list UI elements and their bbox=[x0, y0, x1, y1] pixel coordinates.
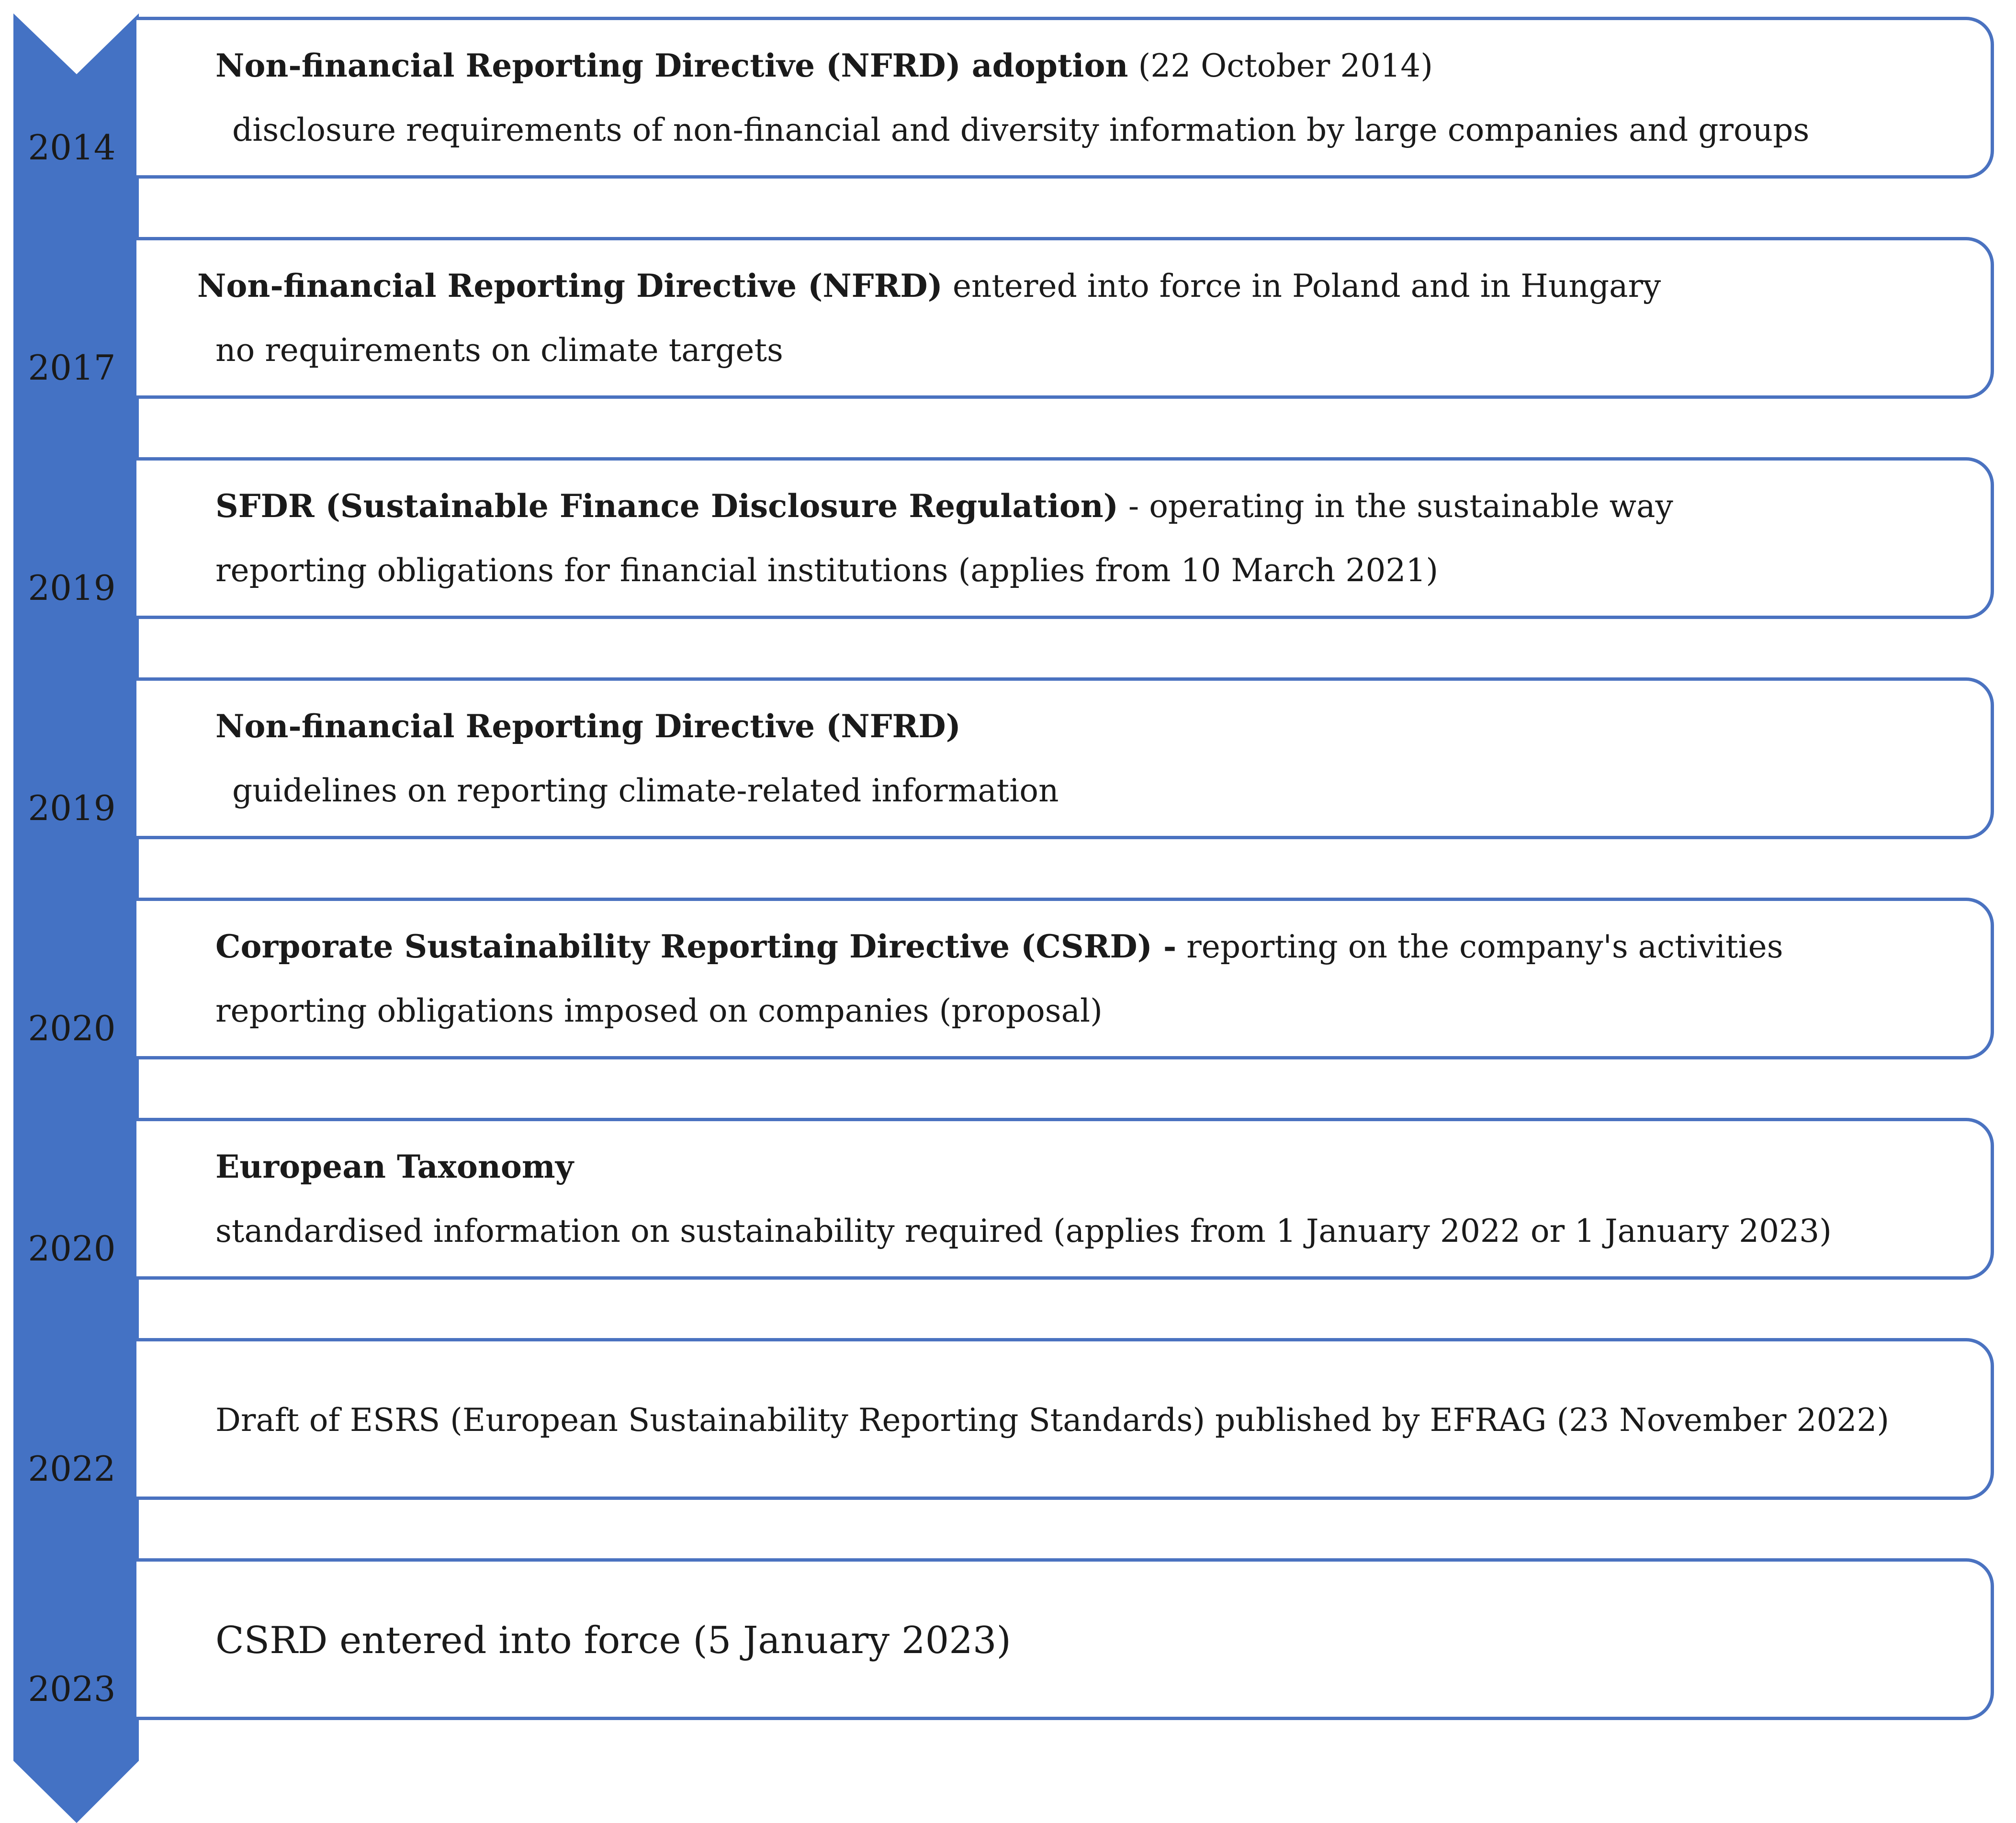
box-title-rest: - operating in the sustainable way bbox=[1118, 488, 1673, 525]
box-description: reporting obligations for financial institutions (applies from 10 March 2021) bbox=[215, 552, 1439, 589]
box-description: disclosure requirements of non-financial and diversity information by large companies and groups bbox=[232, 112, 1810, 148]
year-label-2017: 2017 bbox=[28, 348, 116, 388]
timeline-box-taxonomy bbox=[136, 1118, 1994, 1280]
box-title-bold: SFDR (Sustainable Finance Disclosure Regulation) bbox=[215, 487, 1118, 525]
box-description: reporting obligations imposed on companies (proposal) bbox=[215, 992, 1103, 1029]
box-title-bold: Non-financial Reporting Directive (NFRD) bbox=[215, 708, 961, 745]
timeline-box-csrd-force bbox=[136, 1558, 1994, 1720]
year-label-2019: 2019 bbox=[28, 568, 116, 608]
timeline-box-nfrd-guidelines bbox=[136, 677, 1994, 839]
box-text: Draft of ESRS (European Sustainability Reporting Standards) published by EFRAG (23 November 2022) bbox=[215, 1402, 1890, 1439]
box-title-bold: Corporate Sustainability Reporting Directive (CSRD) - bbox=[215, 928, 1177, 965]
box-title-line bbox=[215, 46, 1433, 85]
timeline-box-csrd-proposal bbox=[136, 898, 1994, 1059]
box-text: CSRD entered into force (5 January 2023) bbox=[215, 1619, 1011, 1662]
timeline-box-esrs-draft bbox=[136, 1338, 1994, 1500]
box-title-rest: (22 October 2014) bbox=[1128, 47, 1433, 84]
year-label-2022: 2022 bbox=[28, 1449, 116, 1489]
timeline-box-nfrd-adoption bbox=[136, 17, 1994, 179]
box-title-rest: entered into force in Poland and in Hungary bbox=[942, 268, 1661, 304]
year-label-2020: 2020 bbox=[28, 1228, 116, 1269]
box-description: standardised information on sustainability required (applies from 1 January 2022 or 1 January 2023) bbox=[215, 1213, 1832, 1249]
year-label-2023: 2023 bbox=[28, 1669, 116, 1709]
box-title-bold: Non-financial Reporting Directive (NFRD) adoption bbox=[215, 47, 1128, 84]
timeline-box-nfrd-force bbox=[136, 237, 1994, 399]
box-title-bold: European Taxonomy bbox=[215, 1148, 574, 1185]
year-label-2014: 2014 bbox=[28, 127, 116, 168]
box-title-line bbox=[215, 707, 961, 746]
box-title-line bbox=[215, 487, 1673, 526]
box-title-bold: Non-financial Reporting Directive (NFRD) bbox=[197, 267, 943, 304]
timeline-chevron-track bbox=[0, 0, 144, 1823]
year-label-2020: 2020 bbox=[28, 1008, 116, 1048]
box-title-line bbox=[197, 267, 1661, 305]
box-title-line bbox=[215, 1148, 574, 1186]
timeline-box-sfdr bbox=[136, 457, 1994, 619]
year-label-2019: 2019 bbox=[28, 788, 116, 828]
box-title-rest: reporting on the company's activities bbox=[1176, 928, 1783, 965]
box-description: guidelines on reporting climate-related information bbox=[232, 772, 1059, 809]
box-title-line bbox=[215, 927, 1783, 966]
box-description: no requirements on climate targets bbox=[215, 332, 783, 369]
